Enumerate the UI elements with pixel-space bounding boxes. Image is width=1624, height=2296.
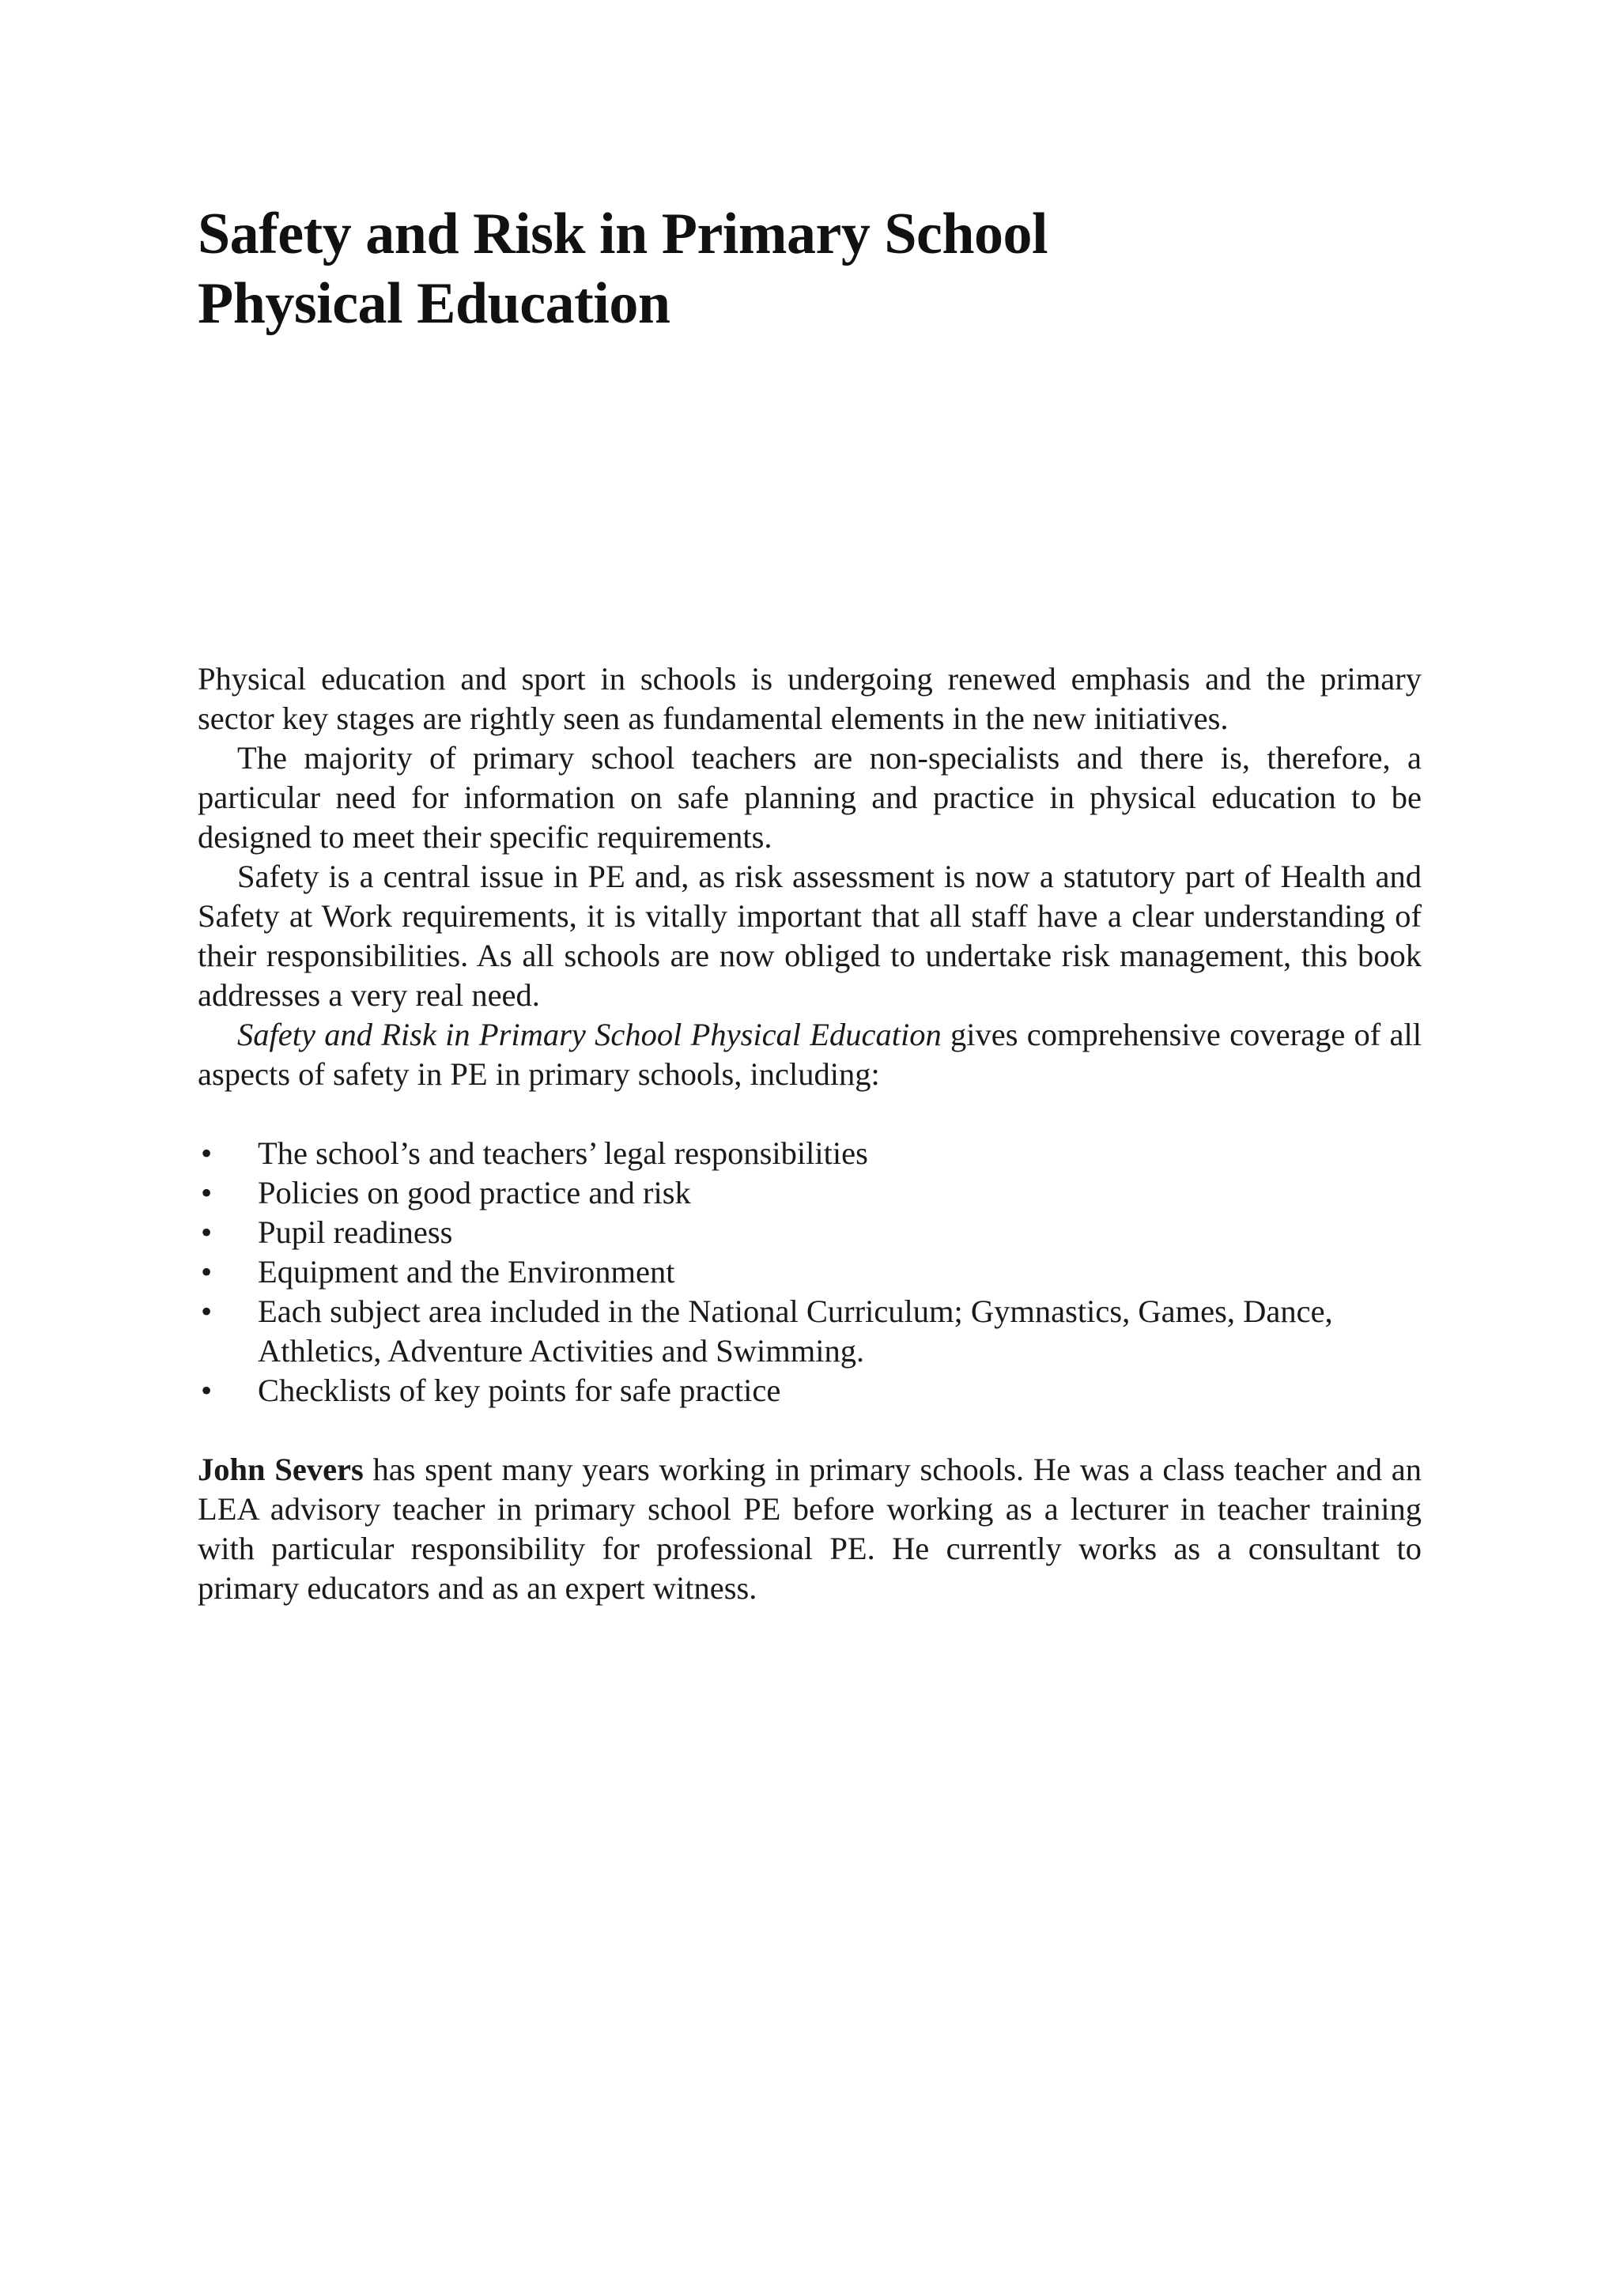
list-item [198, 1252, 1422, 1292]
list-item-text: The school’s and teachers’ legal responsibilities [258, 1135, 868, 1171]
coverage-list [198, 1134, 1422, 1410]
list-item [198, 1292, 1422, 1371]
page-title-line-2: Physical Education [198, 271, 670, 336]
list-item-text: Policies on good practice and risk [258, 1175, 691, 1210]
list-item-text: Checklists of key points for safe practice [258, 1373, 781, 1408]
safety-paragraph: Safety is a central issue in PE and, as risk assessment is now a statutory part of Health and Safety at Work requirements, it is vitally important that all staff have a clear understanding of their responsibilities. As all schools are now obliged to undertake risk management, this book addresses a very real need. [198, 859, 1422, 1013]
bullet-icon: • [201, 1254, 213, 1290]
bullet-icon: • [201, 1214, 213, 1250]
book-title-italic: Safety and Risk in Primary School Physical Education [237, 1017, 942, 1052]
author-bio-paragraph [198, 1450, 1422, 1608]
page-title [198, 199, 1048, 338]
list-item [198, 1213, 1422, 1252]
teachers-paragraph: The majority of primary school teachers are non-specialists and there is, therefore, a particular need for information on safe planning and practice in physical education to be designed to meet their specific requirements. [198, 740, 1422, 855]
list-item-text: Each subject area included in the National Curriculum; Gymnastics, Games, Dance, Athletics, Adventure Activities and Swimming. [258, 1293, 1333, 1369]
coverage-paragraph [198, 1015, 1422, 1094]
list-item-text: Pupil readiness [258, 1214, 453, 1250]
bullet-icon: • [201, 1175, 213, 1210]
page-title-line-1: Safety and Risk in Primary School [198, 202, 1048, 266]
bullet-icon: • [201, 1293, 213, 1329]
intro-paragraph: Physical education and sport in schools is undergoing renewed emphasis and the primary sector key stages are rightly seen as fundamental elements in the new initiatives. [198, 661, 1422, 736]
bullet-icon: • [201, 1135, 213, 1171]
list-item [198, 1134, 1422, 1173]
bullet-icon: • [201, 1373, 213, 1408]
list-item [198, 1173, 1422, 1213]
list-item [198, 1371, 1422, 1410]
author-name: John Severs [198, 1452, 364, 1487]
coverage-text: gives comprehensive coverage of all aspects of safety in PE in primary schools, including: [198, 1017, 1422, 1092]
author-bio: has spent many years working in primary schools. He was a class teacher and an LEA advisory teacher in primary school PE before working as a lecturer in teacher training with particular responsibility for professional PE. He currently works as a consultant to primary educators and as an expert witness. [198, 1452, 1422, 1606]
blurb-body [198, 659, 1422, 1608]
list-item-text: Equipment and the Environment [258, 1254, 675, 1290]
